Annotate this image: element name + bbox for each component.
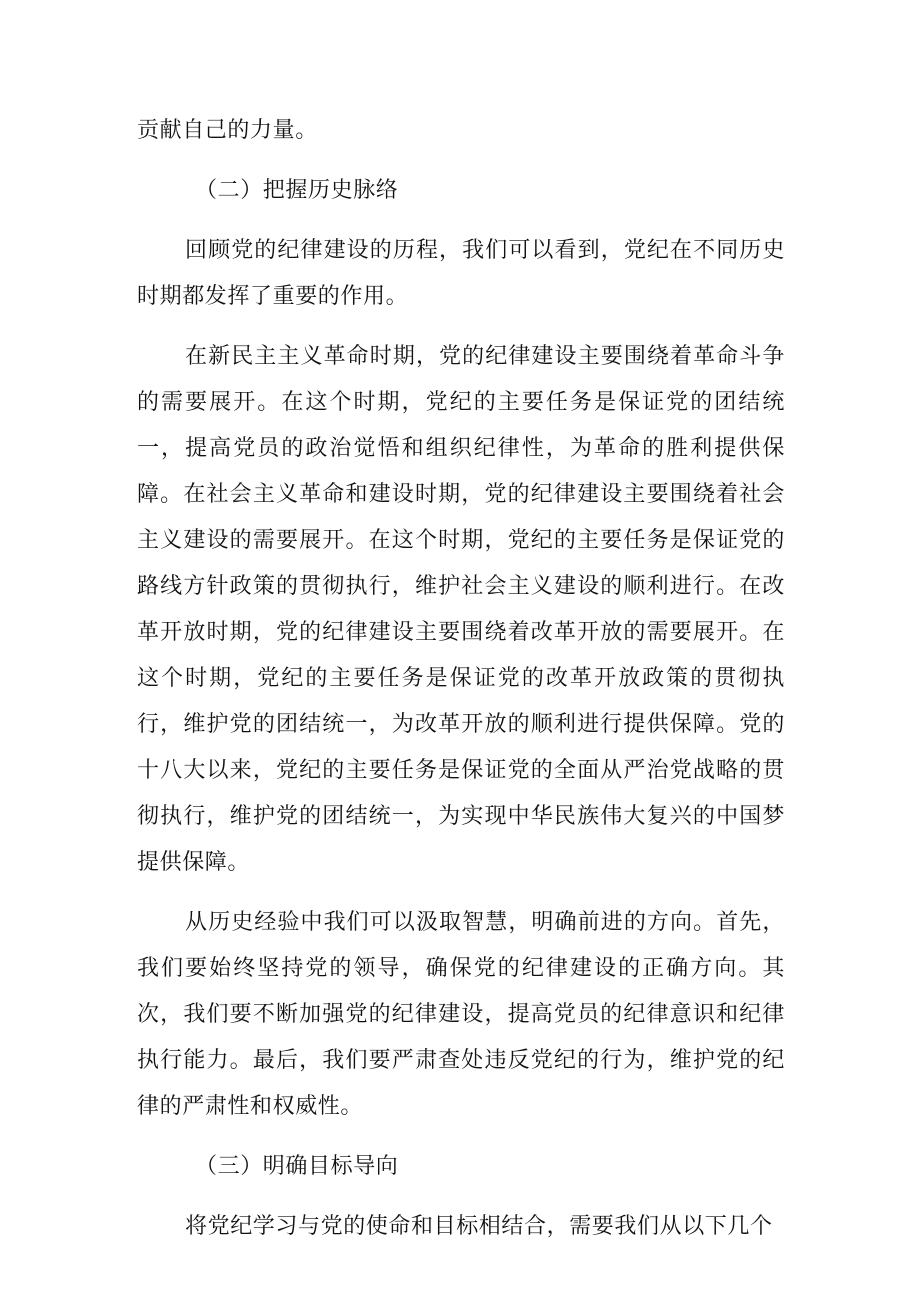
section-heading-3: （三）明确目标导向 <box>195 1154 399 1179</box>
document-body <box>137 108 785 1250</box>
paragraph-lessons: 从历史经验中我们可以汲取智慧，明确前进的方向。首先，我们要始终坚持党的领导，确保党的纪律建设的正确方向。其次，我们要不断加强党的纪律建设，提高党员的纪律意识和纪律执行能力。最后，我们要严肃查处违反党纪的行为，维护党的纪律的严肃性和权威性。 <box>137 910 785 1119</box>
paragraph-goal: 将党纪学习与党的使命和目标相结合，需要我们从以下几个 <box>185 1214 773 1239</box>
paragraph-history: 在新民主主义革命时期，党的纪律建设主要围绕着革命斗争的需要展开。在这个时期，党纪的主要任务是保证党的团结统一，提高党员的政治觉悟和组织纪律性，为革命的胜利提供保障。在社会主义革命和建设时期，党的纪律建设主要围绕着社会主义建设的需要展开。在这个时期，党纪的主要任务是保证党的路线方针政策的贯彻执行，维护社会主义建设的顺利进行。在改革开放时期，党的纪律建设主要围绕着改革开放的需要展开。在这个时期，党纪的主要任务是保证党的改革开放政策的贯彻执行，维护党的团结统一，为改革开放的顺利进行提供保障。党的十八大以来，党纪的主要任务是保证党的全面从严治党战略的贯彻执行，维护党的团结统一，为实现中华民族伟大复兴的中国梦提供保障。 <box>137 344 785 875</box>
paragraph-continuation: 贡献自己的力量。 <box>137 118 318 143</box>
section-heading-2: （二）把握历史脉络 <box>195 178 399 203</box>
paragraph-review: 回顾党的纪律建设的历程，我们可以看到，党纪在不同历史时期都发挥了重要的作用。 <box>137 238 785 309</box>
